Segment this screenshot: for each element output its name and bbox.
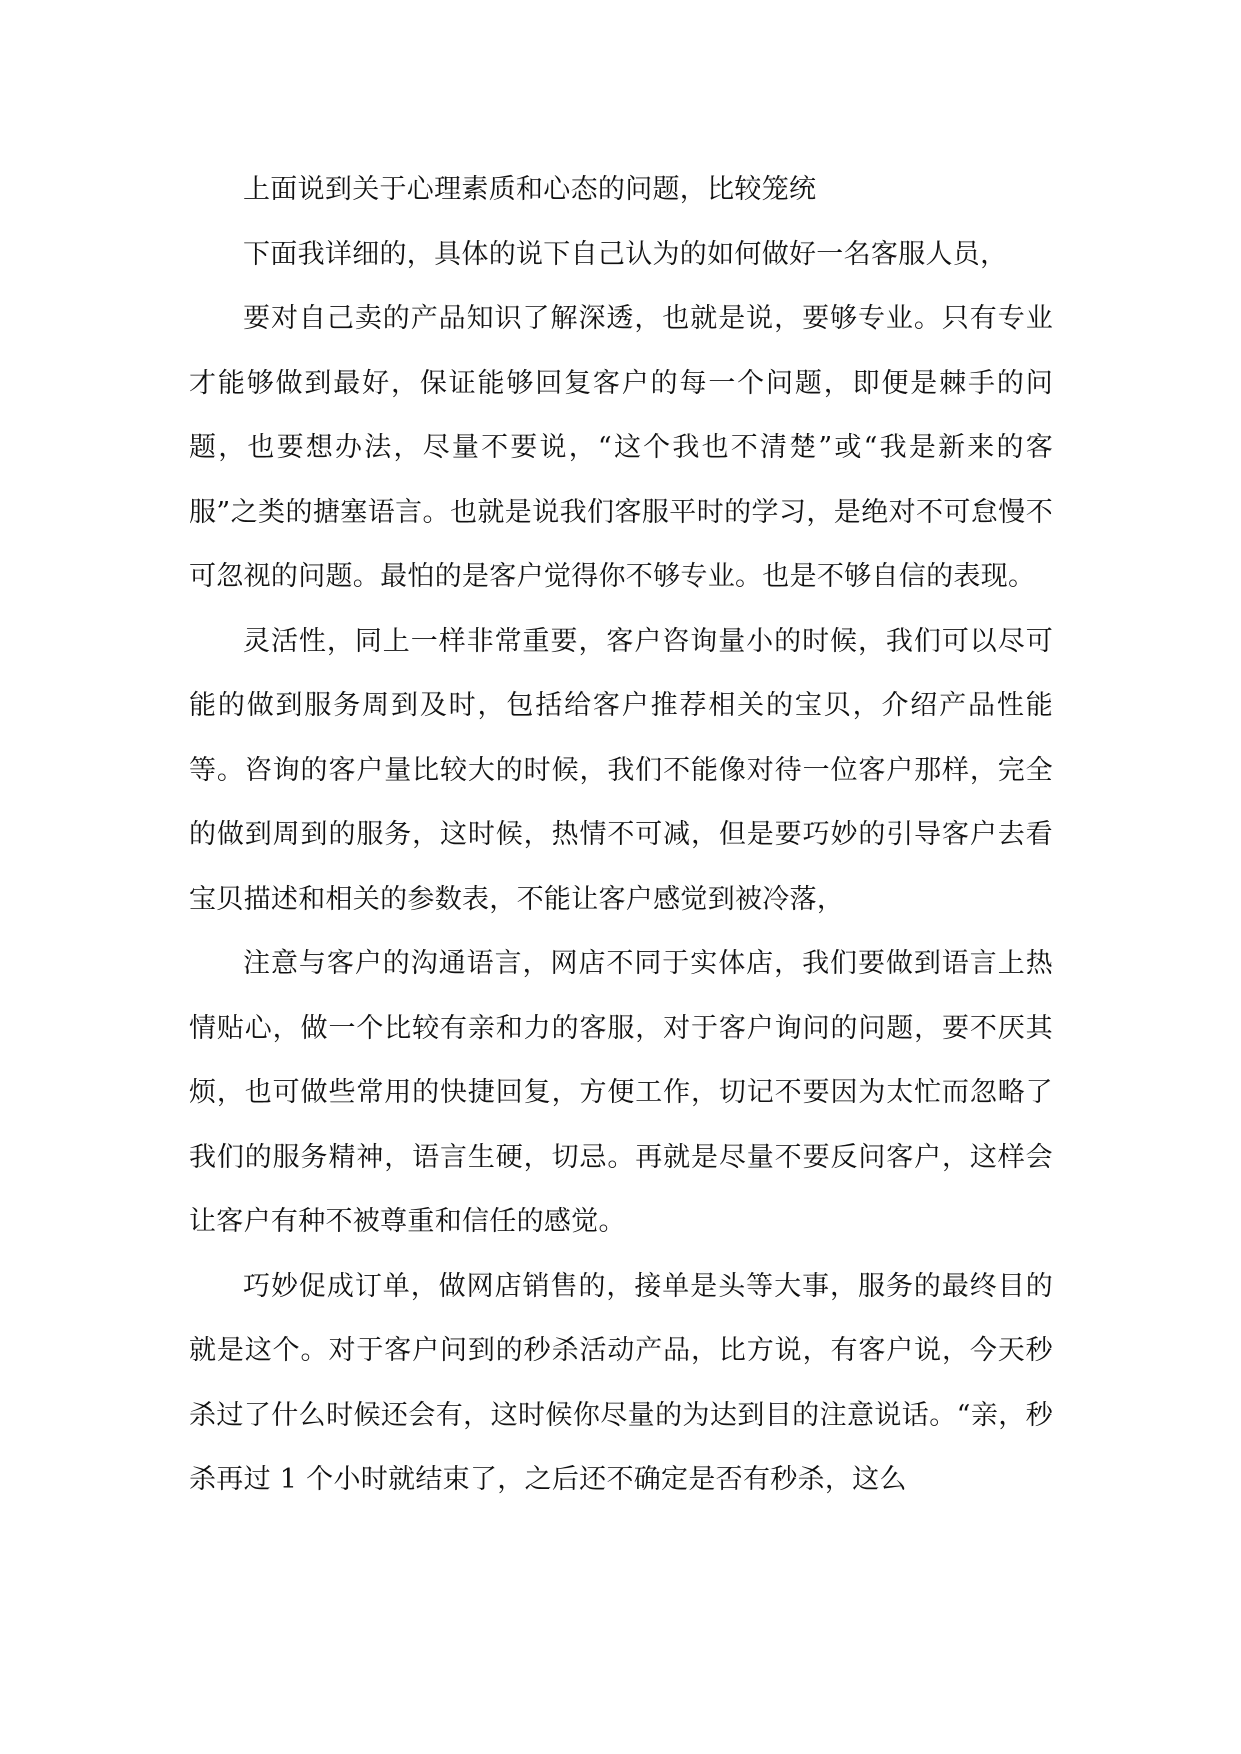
paragraph-3: 要对自己卖的产品知识了解深透，也就是说，要够专业。只有专业才能够做到最好，保证能够回复客户的每一个问题，即便是棘手的问题，也要想办法，尽量不要说，“这个我也不清楚”或“我是新来的客服”之类的搪塞语言。也就是说我们客服平时的学习，是绝对不可怠慢不可忽视的问题。最怕的是客户觉得你不够专业。也是不够自信的表现。 bbox=[189, 303, 1053, 592]
paragraph-6: 巧妙促成订单，做网店销售的，接单是头等大事，服务的最终目的就是这个。对于客户问到的秒杀活动产品，比方说，有客户说，今天秒杀过了什么时候还会有，这时候你尽量的为达到目的注意说话。“亲，秒杀再过 1 个小时就结束了，之后还不确定是否有秒杀，这么 bbox=[189, 1270, 1053, 1495]
paragraph-1: 上面说到关于心理素质和心态的问题，比较笼统 bbox=[243, 174, 817, 205]
document-body bbox=[189, 158, 1053, 1513]
paragraph-2: 下面我详细的，具体的说下自己认为的如何做好一名客服人员， bbox=[243, 238, 1008, 270]
paragraph-4: 灵活性，同上一样非常重要，客户咨询量小的时候，我们可以尽可能的做到服务周到及时，包括给客户推荐相关的宝贝，介绍产品性能等。咨询的客户量比较大的时候，我们不能像对待一位客户那样，完全的做到周到的服务，这时候，热情不可减，但是要巧妙的引导客户去看宝贝描述和相关的参数表，不能让客户感觉到被冷落， bbox=[189, 625, 1053, 915]
paragraph-5: 注意与客户的沟通语言，网店不同于实体店，我们要做到语言上热情贴心，做一个比较有亲和力的客服，对于客户询问的问题，要不厌其烦，也可做些常用的快捷回复，方便工作，切记不要因为太忙而忽略了我们的服务精神，语言生硬，切忌。再就是尽量不要反问客户，这样会让客户有种不被尊重和信任的感觉。 bbox=[189, 948, 1053, 1237]
